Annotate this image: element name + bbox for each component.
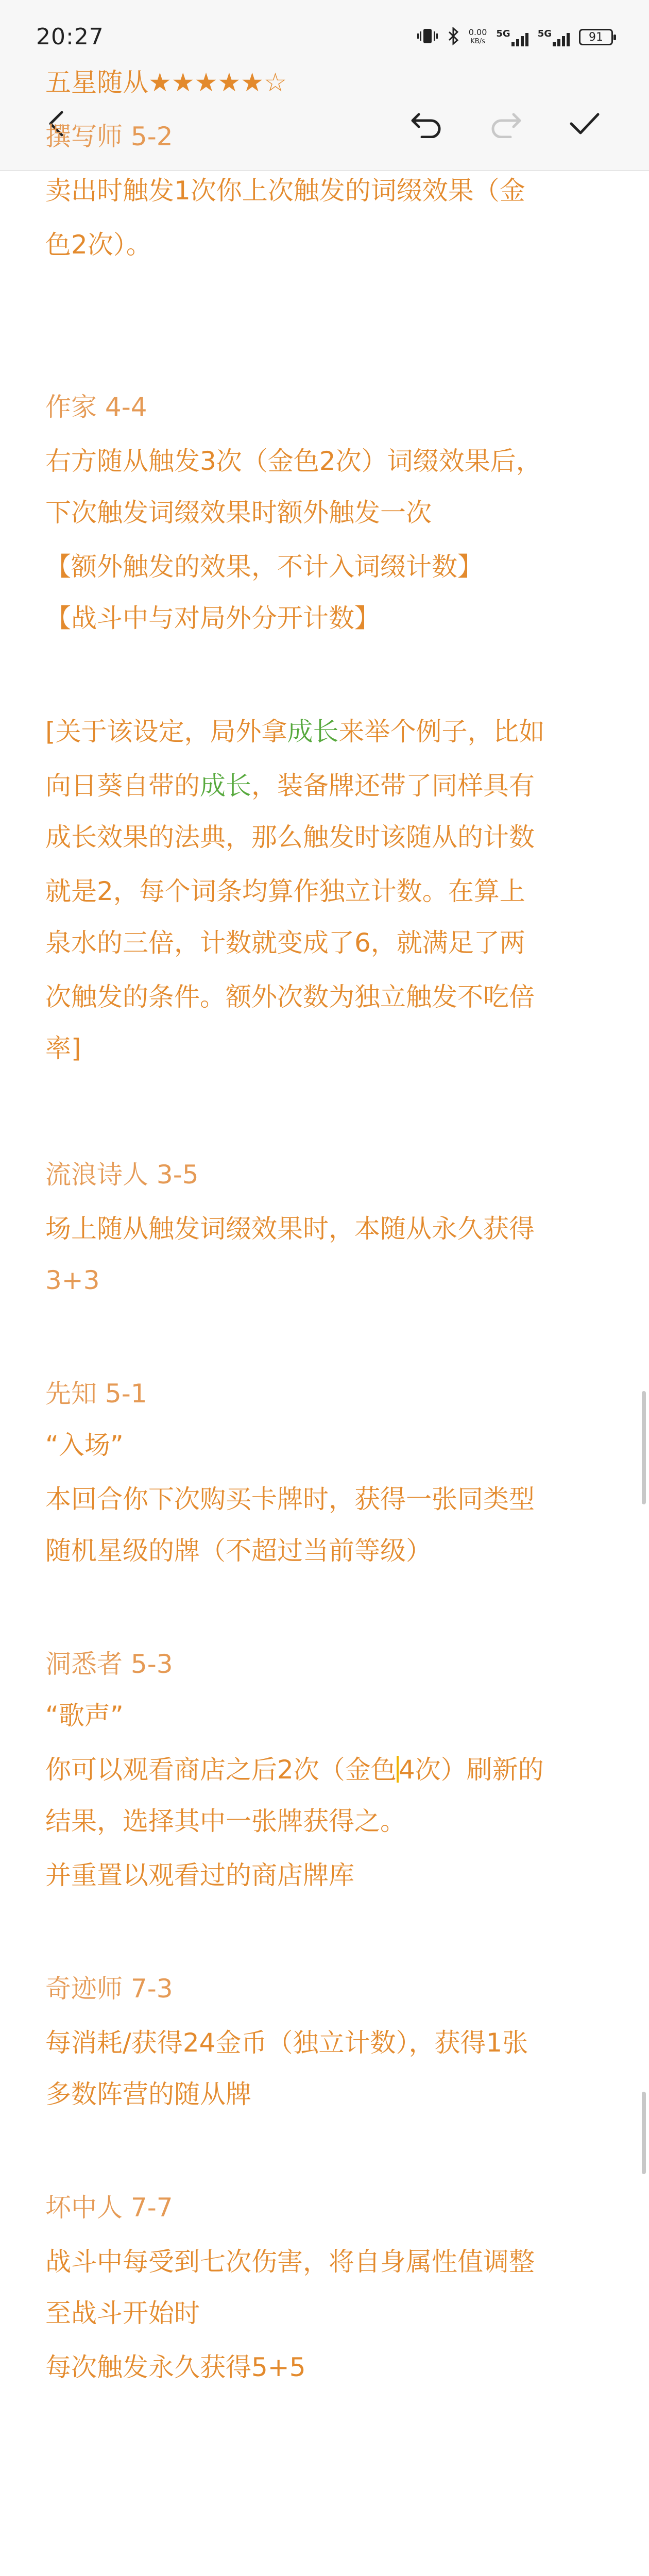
note-text: “歌声” <box>45 1701 124 1731</box>
note-text: 撰写师 5-2 <box>45 122 173 151</box>
note-text: 你可以观看商店之后2次（金色 <box>45 1755 397 1785</box>
note-heading-line[interactable] <box>45 121 612 152</box>
note-text: 率] <box>45 1033 81 1063</box>
note-text-line[interactable] <box>45 603 612 634</box>
note-text-line[interactable] <box>45 1033 612 1064</box>
note-text-line[interactable] <box>45 2352 612 2383</box>
status-icons <box>417 26 613 48</box>
note-text: “入场” <box>45 1430 124 1460</box>
signal-1-label: 5G <box>496 28 510 39</box>
note-text: 五星随从★★★★★☆ <box>45 67 287 97</box>
note-text: 奇迹师 7-3 <box>45 1974 173 2004</box>
note-body[interactable] <box>0 67 649 2576</box>
note-text: 结果，选择其中一张牌获得之。 <box>45 1806 406 1836</box>
note-text: 【战斗中与对局外分开计数】 <box>45 603 380 633</box>
note-text: ，装备牌还带了同样具有 <box>251 771 535 801</box>
battery-icon <box>579 29 613 45</box>
scrollbar-indicator[interactable] <box>642 2092 646 2174</box>
note-text-line[interactable] <box>45 175 612 206</box>
note-text: 下次触发词缀效果时额外触发一次 <box>45 498 432 528</box>
note-text-line[interactable] <box>45 716 612 747</box>
note-text: 作家 4-4 <box>45 392 147 422</box>
note-text: [关于该设定，局外拿 <box>45 717 287 747</box>
note-text: 先知 5-1 <box>45 1379 147 1409</box>
note-text: 4次）刷新的 <box>398 1755 544 1785</box>
note-text-line[interactable] <box>45 822 612 853</box>
net-speed <box>469 28 487 46</box>
note-heading-line[interactable] <box>45 392 612 422</box>
note-text: 右方随从触发3次（金色2次）词缀效果后， <box>45 446 542 476</box>
note-text-line[interactable] <box>45 770 612 801</box>
note-text: 来举个例子，比如 <box>338 717 545 747</box>
note-text: 【额外触发的效果，不计入词缀计数】 <box>45 552 483 582</box>
note-text: 多数阵营的随从牌 <box>45 2079 251 2109</box>
note-text-line[interactable] <box>45 67 612 98</box>
note-text: 洞悉者 5-3 <box>45 1649 173 1679</box>
note-heading-line[interactable] <box>45 2192 612 2223</box>
note-text-line[interactable] <box>45 551 612 582</box>
note-text-line[interactable] <box>45 981 612 1012</box>
signal-1 <box>496 28 528 46</box>
note-text-line[interactable] <box>45 1860 612 1891</box>
net-speed-unit: KB/s <box>470 38 485 45</box>
note-heading-line[interactable] <box>45 1159 612 1190</box>
vibrate-icon <box>417 27 438 47</box>
note-text-line[interactable] <box>45 1754 612 1785</box>
note-heading-line[interactable] <box>45 1973 612 2004</box>
note-heading-line[interactable] <box>45 1265 612 1296</box>
signal-icon <box>553 31 570 46</box>
scrollbar[interactable] <box>642 1391 646 1504</box>
note-text: 本回合你下次购买卡牌时，获得一张同类型 <box>45 1484 535 1514</box>
note-text: 战斗中每受到七次伤害，将自身属性值调整 <box>45 2247 535 2277</box>
note-text: 每消耗/获得24金币（独立计数），获得1张 <box>45 2028 528 2058</box>
note-text-line[interactable] <box>45 1535 612 1566</box>
note-text-line[interactable] <box>45 876 612 907</box>
note-text-line[interactable] <box>45 2246 612 2277</box>
note-text-line[interactable] <box>45 1700 612 1731</box>
note-text-line[interactable] <box>45 1806 612 1837</box>
note-text: 场上随从触发词缀效果时，本随从永久获得 <box>45 1214 535 1244</box>
signal-icon <box>511 31 528 46</box>
note-text: 至战斗开始时 <box>45 2298 200 2328</box>
battery-level: 91 <box>589 30 603 44</box>
note-text: 坏中人 7-7 <box>45 2193 173 2223</box>
note-heading-line[interactable] <box>45 1649 612 1680</box>
note-text: 泉水的三倍，计数就变成了6，就满足了两 <box>45 928 525 958</box>
note-heading-line[interactable] <box>45 1378 612 1409</box>
note-text-line[interactable] <box>45 497 612 528</box>
status-time: 20:27 <box>36 24 104 50</box>
note-text: 次触发的条件。额外次数为独立触发不吃倍 <box>45 982 535 1012</box>
note-text-line[interactable] <box>45 2079 612 2110</box>
note-text: 成长效果的法典，那么触发时该随从的计数 <box>45 822 535 852</box>
note-text-line[interactable] <box>45 2298 612 2329</box>
note-text: 随机星级的牌（不超过当前等级） <box>45 1536 432 1566</box>
bluetooth-icon <box>447 27 459 47</box>
note-text: 并重置以观看过的商店牌库 <box>45 1860 354 1890</box>
note-text-line[interactable] <box>45 1213 612 1244</box>
note-text: 卖出时触发1次你上次触发的词缀效果（金 <box>45 176 525 206</box>
note-text: 向日葵自带的 <box>45 771 200 801</box>
note-text-line[interactable] <box>45 2027 612 2058</box>
note-text-line[interactable] <box>45 229 612 260</box>
note-text: 就是2，每个词条均算作独立计数。在算上 <box>45 876 525 906</box>
note-text: 色2次）。 <box>45 230 152 260</box>
status-bar <box>0 0 649 77</box>
signal-2 <box>538 28 570 46</box>
highlight-keyword: 成长 <box>200 771 251 801</box>
note-text-line[interactable] <box>45 1484 612 1515</box>
note-text: 3+3 <box>45 1265 100 1295</box>
signal-2-label: 5G <box>537 28 552 39</box>
highlight-keyword: 成长 <box>287 717 339 747</box>
note-text-line[interactable] <box>45 1430 612 1461</box>
note-text: 每次触发永久获得5+5 <box>45 2352 306 2382</box>
net-speed-value: 0.00 <box>468 27 487 37</box>
note-text-line[interactable] <box>45 927 612 958</box>
note-text: 流浪诗人 3-5 <box>45 1160 199 1190</box>
note-text-line[interactable] <box>45 446 612 477</box>
